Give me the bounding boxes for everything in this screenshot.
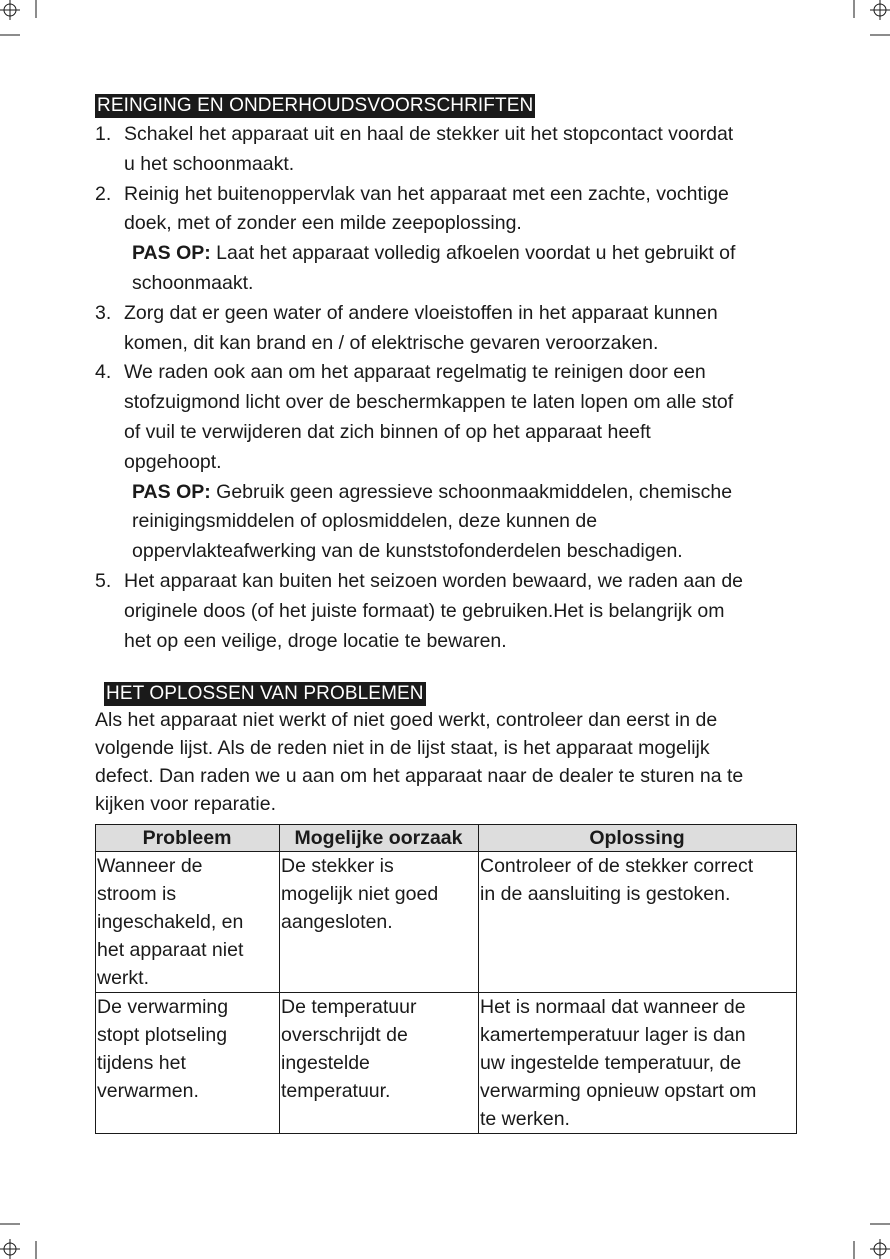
cell-line: stopt plotseling	[97, 1024, 228, 1047]
column-header-solution: Oplossing	[479, 825, 797, 852]
column-header-problem: Probleem	[96, 825, 280, 852]
cell-line: De temperatuur	[281, 996, 417, 1019]
cell-line: overschrijdt de	[281, 1024, 408, 1047]
solution-cell	[479, 993, 797, 1134]
cell-line: De verwarming	[97, 996, 229, 1019]
table-row	[96, 993, 797, 1134]
table-row	[96, 852, 797, 993]
intro-line: volgende lijst. Als de reden niet in de lijst staat, is het apparaat mogelijk	[95, 737, 710, 760]
cell-line: verwarmen.	[97, 1080, 199, 1103]
intro-line: defect. Dan raden we u aan om het apparaat naar de dealer te sturen na te	[95, 765, 744, 788]
cell-line: stroom is	[97, 883, 177, 906]
cell-line: temperatuur.	[281, 1080, 391, 1103]
cell-line: in de aansluiting is gestoken.	[480, 883, 731, 906]
problem-cell	[96, 993, 280, 1134]
cause-cell	[280, 993, 479, 1134]
step-line: doek, met of zonder een milde zeepoplossing.	[124, 212, 522, 235]
cause-cell	[280, 852, 479, 993]
intro-line: Als het apparaat niet werkt of niet goed werkt, controleer dan eerst in de	[95, 709, 718, 732]
solution-cell	[479, 852, 797, 993]
list-item	[95, 358, 795, 567]
step-number: 3.	[95, 301, 112, 324]
cell-line: werkt.	[97, 967, 150, 990]
cell-line: ingestelde	[281, 1052, 370, 1075]
caution-label: PAS OP:	[132, 242, 211, 265]
intro-line: kijken voor reparatie.	[95, 793, 277, 816]
cell-line: aangesloten.	[281, 911, 393, 934]
list-item	[95, 299, 795, 359]
step-number: 5.	[95, 569, 112, 592]
caution-text: Laat het apparaat volledig afkoelen voordat u het gebruikt of	[216, 242, 736, 265]
step-line: Schakel het apparaat uit en haal de stekker uit het stopcontact voordat	[124, 123, 734, 145]
table-header-row	[96, 825, 797, 852]
step-line: originele doos (of het juiste formaat) te gebruiken.Het is belangrijk om	[124, 599, 725, 622]
crop-mark-top-right	[842, 0, 890, 36]
crop-mark-top-left	[0, 0, 48, 36]
caution-text: Gebruik geen agressieve schoonmaakmiddelen, chemische	[216, 480, 733, 503]
cell-line: ingeschakeld, en	[97, 911, 244, 934]
cell-line: Het is normaal dat wanneer de	[480, 996, 746, 1019]
step-number: 4.	[95, 361, 112, 384]
step-line: stofzuigmond licht over de beschermkappen te laten lopen om alle stof	[124, 391, 734, 414]
caution-line	[132, 478, 795, 508]
step-line: u het schoonmaakt.	[124, 152, 295, 175]
cell-line: te werken.	[480, 1108, 570, 1131]
troubleshooting-table	[95, 824, 797, 1134]
list-item	[95, 120, 795, 180]
step-line: opgehoopt.	[124, 450, 222, 473]
cleaning-steps-list	[95, 120, 795, 656]
crop-mark-bottom-left	[0, 1223, 48, 1259]
caution-line: reinigingsmiddelen of oplosmiddelen, deze kunnen de	[132, 510, 598, 533]
document-page	[95, 94, 795, 1134]
troubleshooting-section	[95, 682, 795, 1134]
cell-line: uw ingestelde temperatuur, de	[480, 1052, 742, 1075]
step-line: Het apparaat kan buiten het seizoen worden bewaard, we raden aan de	[124, 569, 744, 592]
caution-note	[132, 478, 795, 567]
cell-line: verwarming opnieuw opstart om	[480, 1080, 757, 1103]
cell-line: tijdens het	[97, 1052, 186, 1075]
caution-line: schoonmaakt.	[132, 271, 254, 294]
cell-line: kamertemperatuur lager is dan	[480, 1024, 746, 1047]
cell-line: De stekker is	[281, 855, 394, 878]
cleaning-section	[95, 94, 795, 656]
cell-line: Wanneer de	[97, 855, 203, 878]
cleaning-heading: REINGING EN ONDERHOUDSVOORSCHRIFTEN	[97, 95, 534, 116]
problem-cell	[96, 852, 280, 993]
step-line: het op een veilige, droge locatie te bewaren.	[124, 629, 507, 652]
caution-note	[132, 239, 795, 299]
troubleshooting-intro	[95, 706, 795, 818]
caution-label: PAS OP:	[132, 480, 211, 503]
step-number: 1.	[95, 123, 112, 145]
step-line: komen, dit kan brand en / of elektrische gevaren veroorzaken.	[124, 331, 659, 354]
step-line: We raden ook aan om het apparaat regelmatig te reinigen door een	[124, 361, 706, 384]
step-number: 2.	[95, 182, 112, 205]
cell-line: het apparaat niet	[97, 939, 244, 962]
list-item	[95, 567, 795, 656]
cell-line: Controleer of de stekker correct	[480, 855, 754, 878]
list-item	[95, 180, 795, 299]
step-line: Zorg dat er geen water of andere vloeistoffen in het apparaat kunnen	[124, 301, 718, 324]
caution-line: oppervlakteafwerking van de kunststofonderdelen beschadigen.	[132, 540, 683, 563]
step-line: Reinig het buitenoppervlak van het apparaat met een zachte, vochtige	[124, 182, 729, 205]
troubleshooting-heading: HET OPLOSSEN VAN PROBLEMEN	[106, 683, 424, 705]
column-header-cause: Mogelijke oorzaak	[280, 825, 479, 852]
step-line: of vuil te verwijderen dat zich binnen of op het apparaat heeft	[124, 420, 651, 443]
crop-mark-bottom-right	[842, 1223, 890, 1259]
caution-line	[132, 239, 795, 269]
cell-line: mogelijk niet goed	[281, 883, 439, 906]
